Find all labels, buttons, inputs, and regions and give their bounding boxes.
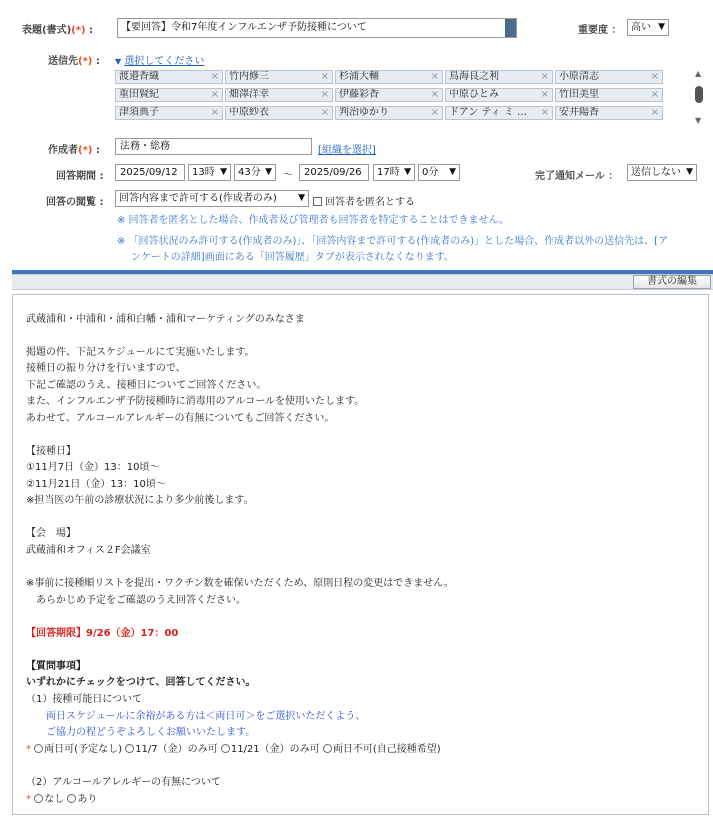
importance-select[interactable]: 高い ▼: [627, 19, 669, 36]
scroll-up-icon[interactable]: ▲: [695, 69, 702, 78]
question-1-options: * 両日可(予定なし) 11/7（金）のみ可 11/21（金）のみ可 両日不可(自己接種希望): [26, 744, 441, 755]
recipients-label: 送信先(*) :: [48, 56, 100, 67]
viewing-select[interactable]: 回答内容まで許可する(作成者のみ) ▼: [115, 190, 309, 207]
questions-heading: 【質問事項】: [26, 661, 86, 672]
recipient-chip[interactable]: [445, 88, 553, 102]
remove-icon[interactable]: ×: [210, 107, 219, 118]
notice-line: ※事前に接種順リストを提出・ワクチン数を確保いただくため、原則日程の変更はできません。: [26, 578, 454, 589]
recipient-list[interactable]: [115, 67, 691, 129]
remove-icon[interactable]: ×: [430, 89, 439, 100]
period-tilde: 〜: [283, 170, 293, 181]
notice-line: あらかじめ予定をご確認のうえ回答ください。: [26, 595, 246, 606]
remove-icon[interactable]: ×: [210, 89, 219, 100]
viewing-note-line1: ※ 「回答状況のみ許可する(作成者のみ)」、「回答内容まで許可する(作成者のみ)」とした場合、作成者以外の送信先は、[ア: [117, 236, 669, 247]
recipient-chip[interactable]: [445, 106, 553, 120]
recipient-name: 小原清志: [559, 71, 599, 82]
period-label: 回答期間 :: [56, 171, 104, 182]
deadline-line: 【回答期限】9/26（金）17：00: [26, 628, 179, 639]
recipient-name: 中原紗衣: [229, 107, 269, 118]
format-edit-button[interactable]: 書式の編集: [633, 275, 711, 289]
viewing-label: 回答の閲覧 :: [46, 197, 104, 208]
remove-icon[interactable]: ×: [650, 71, 659, 82]
recipient-name: 安井陽香: [559, 107, 599, 118]
recipient-chip[interactable]: [555, 70, 663, 84]
recipient-name: 竹田美里: [559, 89, 599, 100]
remove-icon[interactable]: ×: [430, 71, 439, 82]
recipients-select-link[interactable]: ▼ 選択してください: [115, 56, 205, 67]
remove-icon[interactable]: ×: [540, 107, 549, 118]
remove-icon[interactable]: ×: [320, 89, 329, 100]
completion-mail-label: 完了通知メール ：: [535, 171, 619, 182]
date-note: ※担当医の午前の診療状況により多少前後します。: [26, 495, 254, 506]
recipient-name: ドアン ティ ミ …: [449, 107, 528, 118]
question-1: （1）接種可能日について: [26, 694, 143, 705]
scroll-down-icon[interactable]: ▼: [695, 116, 702, 125]
radio-button[interactable]: [125, 744, 134, 753]
recipient-name: 判治ゆかり: [339, 107, 389, 118]
question-2: （2）アルコールアレルギーの有無について: [26, 777, 221, 788]
title-label: 表題(書式)(*) :: [22, 25, 93, 36]
author-label: 作成者(*) :: [48, 145, 100, 156]
recipient-chip[interactable]: [115, 70, 223, 84]
viewing-note-line2: ンケートの詳細]画面にある「回答履歴」タブが表示されなくなります。: [131, 252, 454, 263]
questions-intro: いずれかにチェックをつけて、回答してください。: [26, 677, 256, 688]
chevron-down-icon: ▼: [220, 167, 227, 177]
question-1-note: 両日スケジュールに余裕がある方は＜両日可＞をご選択いただくよう、: [46, 711, 366, 722]
chevron-down-icon: ▼: [404, 167, 411, 177]
editor-subbar: [12, 274, 713, 290]
recipient-chip[interactable]: [115, 106, 223, 120]
recipient-name: 中原ひとみ: [449, 89, 499, 100]
radio-button[interactable]: [34, 744, 43, 753]
title-select-button[interactable]: [505, 19, 516, 37]
recipient-chip[interactable]: [335, 88, 443, 102]
recipient-chip[interactable]: [335, 106, 443, 120]
remove-icon[interactable]: ×: [650, 107, 659, 118]
start-hour-select[interactable]: 13時 ▼: [188, 164, 231, 181]
completion-mail-select[interactable]: 送信しない ▼: [627, 164, 697, 181]
recipient-name: 畑澤洋幸: [229, 89, 269, 100]
recipient-chip[interactable]: [115, 88, 223, 102]
remove-icon[interactable]: ×: [540, 89, 549, 100]
radio-button[interactable]: [67, 794, 76, 803]
remove-icon[interactable]: ×: [320, 107, 329, 118]
recipient-name: 伊藤彩香: [339, 89, 379, 100]
paragraph-line: 接種日の振り分けを行いますので、: [26, 363, 186, 374]
recipient-chip[interactable]: [225, 106, 333, 120]
scrollbar-thumb[interactable]: [695, 86, 703, 103]
paragraph-line: あわせて、アルコールアレルギーの有無についてもご回答ください。: [26, 413, 335, 424]
paragraph-line: 下記ご確認のうえ、接種日についてご回答ください。: [26, 380, 267, 391]
recipient-chip[interactable]: [225, 88, 333, 102]
question-1-note: ご協力の程どうぞよろしくお願いいたします。: [46, 727, 256, 738]
question-2-options: * なし あり: [26, 794, 98, 805]
remove-icon[interactable]: ×: [540, 71, 549, 82]
recipient-chip[interactable]: [335, 70, 443, 84]
recipient-chip[interactable]: [555, 106, 663, 120]
end-date-field[interactable]: 2025/09/26: [299, 164, 369, 181]
recipient-name: 渡邉香織: [119, 71, 159, 82]
end-hour-select[interactable]: 17時 ▼: [373, 164, 415, 181]
date-line: ②11月21日（金）13：10頃〜: [26, 479, 166, 490]
importance-label: 重要度 ：: [578, 25, 622, 36]
chevron-down-icon: ▼: [265, 167, 272, 177]
end-minute-select[interactable]: 0分 ▼: [418, 164, 460, 181]
radio-button[interactable]: [323, 744, 332, 753]
recipient-name: 鳥海良之利: [449, 71, 499, 82]
paragraph-line: 掲題の件、下記スケジュールにて実施いたします。: [26, 347, 255, 358]
dates-heading: 【接種日】: [26, 446, 76, 457]
anonymous-option[interactable]: 回答者を匿名とする: [313, 193, 415, 208]
recipient-name: 杉浦大輔: [339, 71, 379, 82]
remove-icon[interactable]: ×: [210, 71, 219, 82]
remove-icon[interactable]: ×: [650, 89, 659, 100]
recipient-chip[interactable]: [555, 88, 663, 102]
greeting-line: 武蔵浦和・中浦和・浦和白幡・浦和マーケティングのみなさま: [26, 314, 305, 325]
remove-icon[interactable]: ×: [430, 107, 439, 118]
start-minute-select[interactable]: 43分 ▼: [234, 164, 276, 181]
recipient-name: 津須典子: [119, 107, 159, 118]
chevron-down-icon: ▼: [298, 193, 305, 203]
paragraph-line: また、インフルエンザ予防接種時に消毒用のアルコールを使用いたします。: [26, 396, 365, 407]
anonymous-checkbox[interactable]: [313, 197, 322, 206]
remove-icon[interactable]: ×: [320, 71, 329, 82]
author-field[interactable]: 法務・総務: [115, 138, 312, 155]
chevron-down-icon: ▼: [449, 167, 456, 177]
recipient-chip[interactable]: [225, 70, 333, 84]
start-date-field[interactable]: 2025/09/12: [115, 164, 185, 181]
venue-heading: 【会 場】: [26, 528, 76, 539]
chevron-down-icon: ▼: [686, 167, 693, 177]
recipient-name: 重田賢紀: [119, 89, 159, 100]
title-select[interactable]: 【要回答】令和7年度インフルエンザ予防接種について: [117, 18, 517, 38]
recipient-name: 竹内修三: [229, 71, 269, 82]
anonymous-note: ※ 回答者を匿名とした場合、作成者及び管理者も回答者を特定することはできません。: [117, 215, 510, 226]
date-line: ①11月7日（金）13：10頃〜: [26, 462, 160, 473]
org-select-link[interactable]: [組織を選択]: [318, 145, 376, 156]
chevron-down-icon: ▼: [658, 22, 665, 32]
recipient-chip[interactable]: [445, 70, 553, 84]
radio-button[interactable]: [221, 744, 230, 753]
venue-line: 武蔵浦和オフィス２F会議室: [26, 545, 151, 556]
triangle-down-icon: ▼: [115, 57, 122, 66]
radio-button[interactable]: [34, 794, 43, 803]
